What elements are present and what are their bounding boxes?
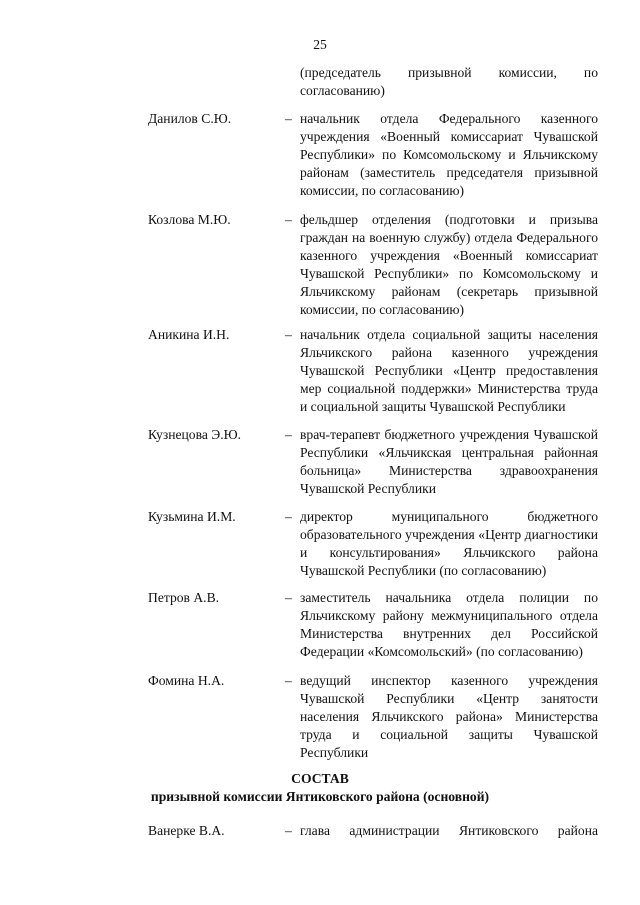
previous-entry-continuation: (председатель призывной комиссии, по согласованию): [300, 65, 598, 98]
member-entry: [148, 326, 598, 416]
member-description: глава администрации Янтиковского района: [300, 823, 598, 838]
dash-separator: –: [285, 327, 292, 342]
dash-separator: –: [285, 823, 292, 838]
member-entry: [148, 508, 598, 580]
dash-separator: –: [285, 590, 292, 605]
dash-separator: –: [285, 673, 292, 688]
member-description: заместитель начальника отдела полиции по Яльчикскому району межмуниципального отдела Министерства внутренних дел Российской Федерации «Комсомольский» (по согласованию): [300, 590, 598, 659]
member-description: врач-терапевт бюджетного учреждения Чувашской Республики «Яльчикская центральная районная больница» Министерства здравоохранения Чувашской Республики: [300, 427, 598, 496]
dash-separator: –: [285, 509, 292, 524]
member-description: директор муниципального бюджетного образовательного учреждения «Центр диагностики и консультирования» Яльчикского района Чувашской Республики (по согласованию): [300, 509, 598, 578]
member-description: начальник отдела социальной защиты населения Яльчикского района казенного учреждения Чувашской Республики «Центр предоставления мер социальной поддержки» Министерства труда и социальной защиты Чувашской Республики: [300, 327, 598, 414]
member-name: Козлова М.Ю.: [148, 212, 231, 227]
member-entry: [148, 589, 598, 661]
dash-separator: –: [285, 111, 292, 126]
section-subtitle: призывной комиссии Янтиковского района (основной): [150, 789, 490, 804]
member-entry: [148, 110, 598, 200]
member-entry: [148, 211, 598, 319]
member-name: Аникина И.Н.: [148, 327, 230, 342]
member-name: Кузьмина И.М.: [148, 509, 236, 524]
dash-separator: –: [285, 427, 292, 442]
member-name: Кузнецова Э.Ю.: [148, 427, 242, 442]
member-name: Данилов С.Ю.: [148, 111, 232, 126]
member-name: Петров А.В.: [148, 590, 220, 605]
member-entry: [148, 672, 598, 762]
member-description: фельдшер отделения (подготовки и призыва граждан на военную службу) отдела Федерального казенного учреждения «Военный комиссариат Чувашской Республики» по Комсомольскому и Яльчикскому районам (секретарь призывной комиссии, по согласованию): [300, 212, 598, 317]
page-number: 25: [313, 37, 327, 52]
section-title: СОСТАВ: [291, 771, 349, 786]
member-name: Фомина Н.А.: [148, 673, 225, 688]
member-description: ведущий инспектор казенного учреждения Чувашской Республики «Центр занятости населения Яльчикского района» Министерства труда и социальной защиты Чувашской Республики: [300, 673, 598, 760]
member-entry: [148, 822, 598, 840]
member-name: Ванерке В.А.: [148, 823, 225, 838]
member-entry: [148, 426, 598, 498]
member-description: начальник отдела Федерального казенного учреждения «Военный комиссариат Чувашской Республики» по Комсомольскому и Яльчикскому районам (заместитель председателя призывной комиссии, по согласованию): [300, 111, 598, 198]
dash-separator: –: [285, 212, 292, 227]
